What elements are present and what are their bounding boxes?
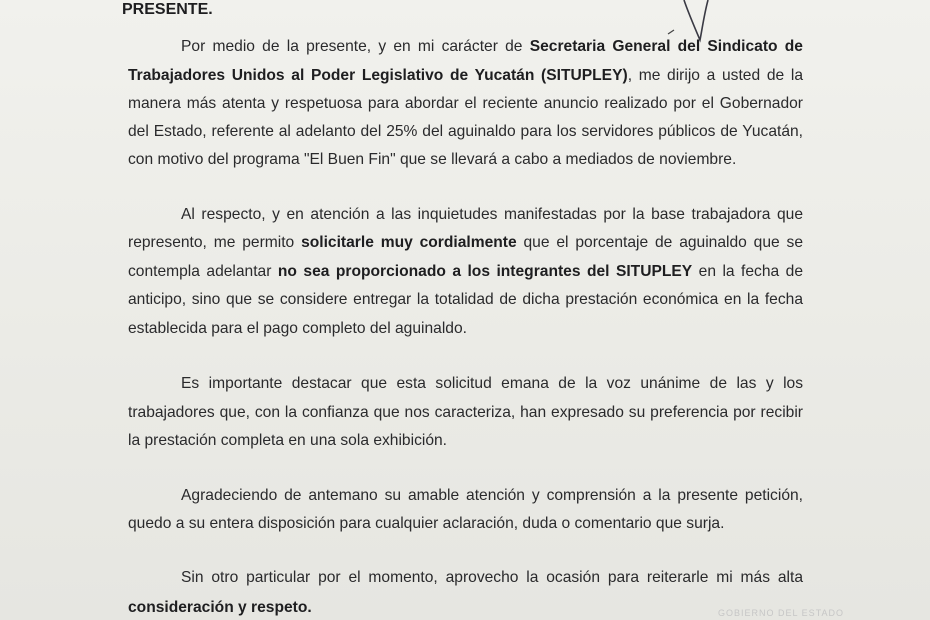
paragraph-4-line-1: Agradeciendo de antemano su amable atención y comprensión a la presente petición, xyxy=(181,487,803,504)
paragraph-1-line-3: manera más atenta y respetuosa para abordar el reciente anuncio realizado por el Gobernador xyxy=(128,95,803,112)
paragraph-1-line-1: Por medio de la presente, y en mi carácter de Secretaria General del Sindicato de xyxy=(181,38,803,55)
paragraph-1-line-5: con motivo del programa "El Buen Fin" que se llevará a cabo a mediados de noviembre. xyxy=(128,151,737,168)
paragraph-4-line-2: quedo a su entera disposición para cualquier aclaración, duda o comentario que surja. xyxy=(128,515,725,532)
paragraph-2-line-5: establecida para el pago completo del aguinaldo. xyxy=(128,320,467,337)
paragraph-3-line-1: Es importante destacar que esta solicitud emana de la voz unánime de las y los xyxy=(181,375,803,392)
official-stamp: GOBIERNO DEL ESTADO xyxy=(718,608,845,618)
paragraph-5-line-1: Sin otro particular por el momento, aprovecho la ocasión para reiterarle mi más alta xyxy=(181,569,803,586)
paragraph-5-line-2: consideración y respeto. xyxy=(128,599,312,616)
paragraph-1-line-4: del Estado, referente al adelanto del 25% del aguinaldo para los servidores públicos de Yucatán, xyxy=(128,123,803,140)
paragraph-3-line-2: trabajadores que, con la confianza que nos caracteriza, han expresado su preferencia por recibir xyxy=(128,404,803,421)
paragraph-2-line-1: Al respecto, y en atención a las inquietudes manifestadas por la base trabajadora que xyxy=(181,206,803,223)
paragraph-3-line-3: la prestación completa en una sola exhibición. xyxy=(128,432,448,449)
paragraph-1-line-2: Trabajadores Unidos al Poder Legislativo de Yucatán (SITUPLEY), me dirijo a usted de la xyxy=(128,67,803,84)
paragraph-2-line-2: represento, me permito solicitarle muy cordialmente que el porcentaje de aguinaldo que se xyxy=(128,234,803,251)
paragraph-2-line-3: contempla adelantar no sea proporcionado a los integrantes del SITUPLEY en la fecha de xyxy=(128,263,803,280)
paragraph-2-line-4: anticipo, sino que se considere entregar la totalidad de dicha prestación económica en la fecha xyxy=(128,291,803,308)
salutation-heading: PRESENTE. xyxy=(122,1,213,18)
